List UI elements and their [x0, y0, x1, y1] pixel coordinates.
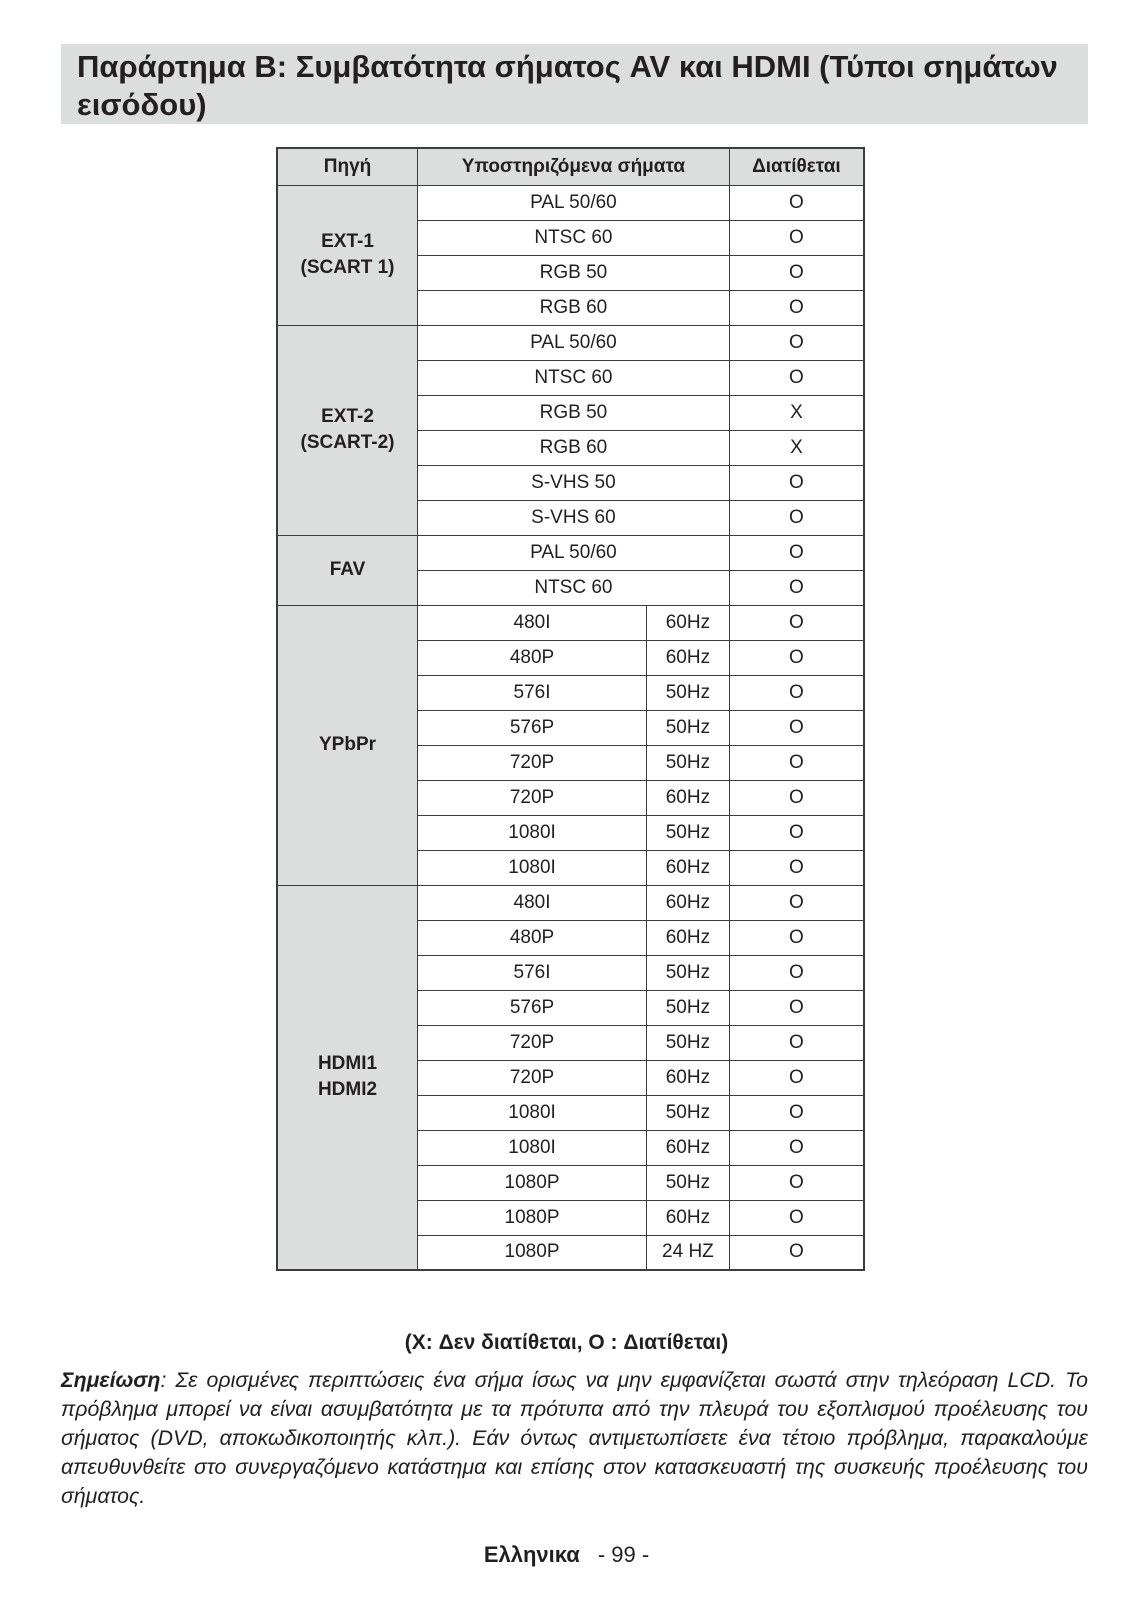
source-label: (SCART 1) — [300, 257, 395, 278]
availability-cell: O — [729, 535, 864, 570]
availability-cell: O — [729, 920, 864, 955]
source-cell — [277, 535, 418, 605]
source-cell — [277, 325, 418, 535]
source-cell — [277, 185, 418, 325]
table-row — [277, 185, 864, 220]
availability-cell: O — [729, 850, 864, 885]
availability-cell: O — [729, 500, 864, 535]
availability-cell: O — [729, 290, 864, 325]
frequency-cell: 50Hz — [647, 745, 730, 780]
header-source: Πηγή — [277, 148, 418, 185]
signal-cell: RGB 50 — [418, 395, 730, 430]
frequency-cell: 50Hz — [647, 990, 730, 1025]
table-row — [277, 885, 864, 920]
availability-cell: O — [729, 255, 864, 290]
availability-cell: O — [729, 220, 864, 255]
signal-cell: 1080I — [418, 850, 647, 885]
availability-cell: O — [729, 1165, 864, 1200]
signal-compatibility-table — [276, 147, 865, 1271]
availability-cell: O — [729, 1235, 864, 1270]
availability-cell: X — [729, 430, 864, 465]
availability-cell: O — [729, 325, 864, 360]
frequency-cell: 60Hz — [647, 1200, 730, 1235]
frequency-cell: 50Hz — [647, 1165, 730, 1200]
signal-cell: 1080P — [418, 1165, 647, 1200]
frequency-cell: 50Hz — [647, 675, 730, 710]
note-text: : Σε ορισμένες περιπτώσεις ένα σήμα ίσως να μην εμφανίζεται σωστά στην τηλεόραση LCD. Το πρόβλημα μπορεί να είναι ασυμβατότητα με τα πρότυπα από την πλευρά του εξοπλισμού προέλευσης του σήματος (DVD, αποκωδικοποιητής κλπ.). Εάν όντως αντιμετωπίσετε ένα τέτοιο πρόβλημα, παρακαλούμε απευθυνθείτε στο συνεργαζόμενο κατάστημα και επίσης στον κατασκευαστή της συσκευής προέλευσης του σήματος. — [61, 1368, 1088, 1508]
availability-cell: O — [729, 1025, 864, 1060]
table-row — [277, 535, 864, 570]
signal-cell: 576I — [418, 955, 647, 990]
availability-cell: O — [729, 675, 864, 710]
availability-cell: O — [729, 1200, 864, 1235]
signal-cell: S-VHS 50 — [418, 465, 730, 500]
signal-cell: PAL 50/60 — [418, 185, 730, 220]
signal-cell: 1080P — [418, 1200, 647, 1235]
signal-cell: 576P — [418, 710, 647, 745]
availability-cell: O — [729, 360, 864, 395]
header-available: Διατίθεται — [729, 148, 864, 185]
frequency-cell: 50Hz — [647, 815, 730, 850]
footer-language: Ελληνικα — [483, 1542, 580, 1567]
frequency-cell: 60Hz — [647, 920, 730, 955]
signal-cell: 576P — [418, 990, 647, 1025]
signal-cell: 1080P — [418, 1235, 647, 1270]
signal-cell: RGB 60 — [418, 290, 730, 325]
frequency-cell: 60Hz — [647, 1130, 730, 1165]
source-label: YPbPr — [319, 734, 377, 755]
signal-cell: NTSC 60 — [418, 220, 730, 255]
signal-cell: PAL 50/60 — [418, 535, 730, 570]
frequency-cell: 60Hz — [647, 640, 730, 675]
signal-cell: 720P — [418, 780, 647, 815]
availability-cell: O — [729, 640, 864, 675]
signal-cell: 576I — [418, 675, 647, 710]
signal-cell: 480P — [418, 920, 647, 955]
page-footer — [0, 1542, 1133, 1568]
availability-cell: O — [729, 885, 864, 920]
source-label: HDMI2 — [317, 1079, 378, 1101]
note-label: Σημείωση — [61, 1368, 161, 1392]
availability-cell: O — [729, 780, 864, 815]
source-label: EXT-1 — [321, 231, 374, 252]
availability-cell: O — [729, 1130, 864, 1165]
table-header-row — [277, 148, 864, 185]
source-label: EXT-2 — [321, 406, 374, 427]
availability-cell: O — [729, 465, 864, 500]
table-row — [277, 325, 864, 360]
availability-cell: O — [729, 1095, 864, 1130]
signal-cell: RGB 60 — [418, 430, 730, 465]
signal-cell: PAL 50/60 — [418, 325, 730, 360]
availability-cell: X — [729, 395, 864, 430]
availability-cell: O — [729, 570, 864, 605]
signal-cell: 1080I — [418, 815, 647, 850]
availability-cell: O — [729, 745, 864, 780]
frequency-cell: 50Hz — [647, 710, 730, 745]
availability-cell: O — [729, 955, 864, 990]
frequency-cell: 60Hz — [647, 1060, 730, 1095]
availability-cell: O — [729, 185, 864, 220]
frequency-cell: 24 HZ — [647, 1235, 730, 1270]
frequency-cell: 60Hz — [647, 605, 730, 640]
signal-cell: 480I — [418, 885, 647, 920]
signal-cell: 720P — [418, 745, 647, 780]
availability-cell: O — [729, 1060, 864, 1095]
source-label: FAV — [329, 559, 366, 580]
signal-cell: 480I — [418, 605, 647, 640]
signal-cell: NTSC 60 — [418, 570, 730, 605]
frequency-cell: 60Hz — [647, 780, 730, 815]
frequency-cell: 50Hz — [647, 1095, 730, 1130]
signal-cell: RGB 50 — [418, 255, 730, 290]
source-cell — [277, 885, 418, 1270]
page-title: Παράρτημα Β: Συμβατότητα σήματος AV και HDMI (Τύποι σημάτων εισόδου) — [61, 44, 1088, 124]
note-paragraph — [61, 1366, 1088, 1511]
source-cell — [277, 605, 418, 885]
source-label: HDMI1 — [317, 1053, 378, 1075]
source-label: (SCART-2) — [300, 432, 395, 453]
signal-cell: 480P — [418, 640, 647, 675]
frequency-cell: 50Hz — [647, 955, 730, 990]
table-row — [277, 605, 864, 640]
availability-cell: O — [729, 710, 864, 745]
availability-cell: O — [729, 815, 864, 850]
signal-cell: 720P — [418, 1060, 647, 1095]
frequency-cell: 60Hz — [647, 850, 730, 885]
header-supported-signals: Υποστηριζόμενα σήματα — [418, 148, 730, 185]
page-number: - 99 - — [597, 1542, 650, 1567]
signal-cell: 1080I — [418, 1095, 647, 1130]
availability-cell: O — [729, 990, 864, 1025]
legend: (X: Δεν διατίθεται, O : Διατίθεται) — [404, 1331, 729, 1354]
frequency-cell: 60Hz — [647, 885, 730, 920]
signal-cell: S-VHS 60 — [418, 500, 730, 535]
signal-cell: NTSC 60 — [418, 360, 730, 395]
availability-cell: O — [729, 605, 864, 640]
signal-cell: 720P — [418, 1025, 647, 1060]
signal-cell: 1080I — [418, 1130, 647, 1165]
frequency-cell: 50Hz — [647, 1025, 730, 1060]
